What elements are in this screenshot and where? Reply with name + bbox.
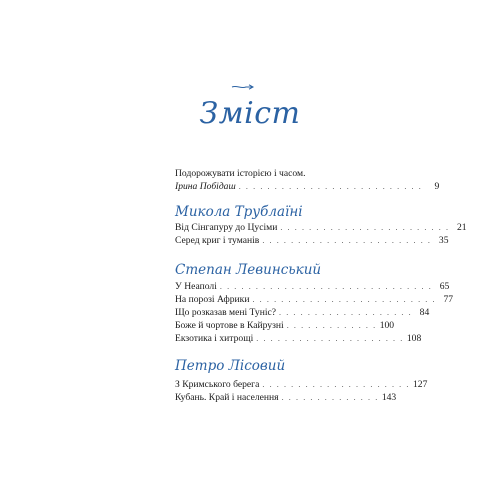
toc-entry[interactable]: [175, 221, 467, 234]
page-number: 84: [419, 307, 430, 318]
page-number: 65: [439, 281, 450, 292]
leader-dots: . . . . . . . . . . . . . . . . . . . . . . . .: [262, 236, 432, 245]
page-title: Зміст: [199, 96, 301, 131]
toc-entry[interactable]: [175, 391, 397, 404]
leader-dots: . . . . . . . . . . . . . . . . . . . . . . . . . .: [252, 295, 437, 304]
leader-dots: . . . . . . . . . . . . . . . . . . . . . . . . . .: [238, 182, 423, 191]
table-of-contents: [175, 0, 467, 500]
intro-author: Ірина Побідаш: [175, 181, 236, 192]
toc-entry[interactable]: [175, 306, 430, 319]
intro-line: Подорожувати історією і часом.: [175, 168, 306, 179]
entry-label: На порозі Африки: [175, 294, 250, 305]
page-number: 143: [381, 392, 397, 403]
entry-label: У Неаполі: [175, 281, 217, 292]
toc-entry[interactable]: [175, 378, 428, 391]
intro-entry[interactable]: [175, 180, 440, 193]
entry-label: Серед криг і туманів: [175, 235, 260, 246]
page-number: 35: [438, 235, 449, 246]
page-number: 77: [443, 294, 454, 305]
entry-label: Екзотика і хитрощі: [175, 333, 254, 344]
page-number: 100: [379, 320, 395, 331]
section-heading-author: Степан Левинський: [175, 262, 322, 278]
section-heading-author: Микола Трублаїні: [175, 204, 303, 220]
toc-entry[interactable]: [175, 293, 454, 306]
entry-label: З Кримського берега: [175, 379, 260, 390]
entry-label: Що розказав мені Туніс?: [175, 307, 277, 318]
toc-entry[interactable]: [175, 319, 395, 332]
page-number: 108: [406, 333, 422, 344]
toc-entry[interactable]: [175, 280, 450, 293]
entry-label: Кубань. Край і населення: [175, 392, 279, 403]
section-heading-author: Петро Лісовий: [175, 358, 286, 374]
leader-dots: . . . . . . . . . . . . .: [286, 321, 377, 330]
page-number: 9: [434, 181, 440, 192]
leader-dots: . . . . . . . . . . . . . .: [281, 393, 379, 402]
page-number: 21: [456, 222, 467, 233]
entry-label: Боже й чортове в Кайрузні: [175, 320, 284, 331]
leader-dots: . . . . . . . . . . . . . . . . . . . . . . . . . . . . . .: [219, 282, 433, 291]
entry-label: Від Сінгапуру до Цусіми: [175, 222, 278, 233]
leader-dots: . . . . . . . . . . . . . . . . . . . . . . . .: [280, 223, 450, 232]
leader-dots: . . . . . . . . . . . . . . . . . . . . .: [256, 334, 404, 343]
leader-dots: . . . . . . . . . . . . . . . . . . .: [279, 308, 413, 317]
toc-entry[interactable]: [175, 234, 449, 247]
toc-entry[interactable]: [175, 332, 422, 345]
leader-dots: . . . . . . . . . . . . . . . . . . . . .: [262, 380, 410, 389]
page-number: 127: [412, 379, 428, 390]
